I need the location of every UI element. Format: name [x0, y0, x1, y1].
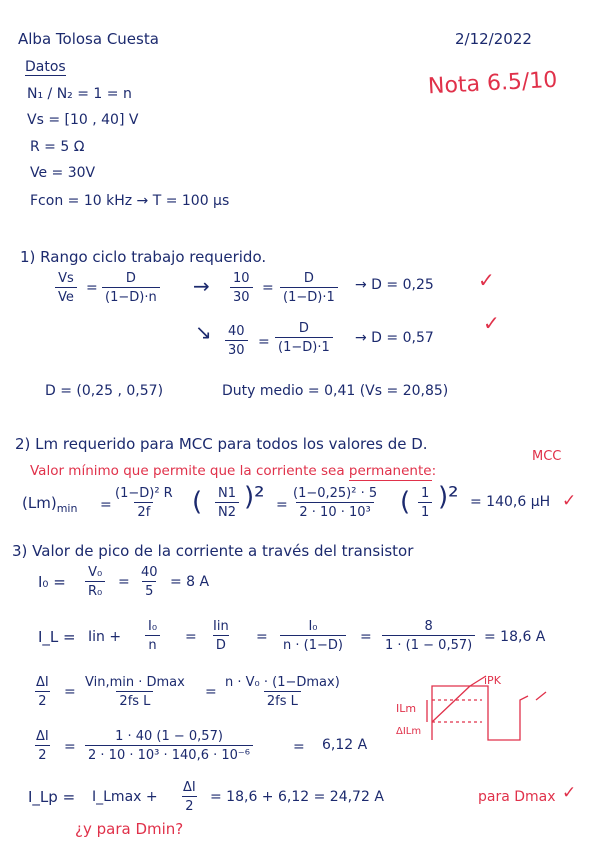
grade: Nota 6.5/10	[427, 67, 558, 100]
q1-result-2: → D = 0,57	[355, 330, 434, 346]
q1-result-1: → D = 0,25	[355, 277, 434, 293]
q3-dmin-note: ¿y para Dmin?	[75, 820, 184, 838]
q2-frac-n1-n2: $\frac{N1}{N2}$	[215, 487, 239, 519]
q1-duty: Duty medio = 0,41 (Vs = 20,85)	[222, 383, 449, 399]
q3-frac-num3: $\frac{1 \cdot 40 (1 - 0,57)}{\text{2 · 10 · 10³ · 140,6 · 10⁻⁶}}$	[85, 730, 253, 762]
datos-line-1: N₁ / N₂ = 1 = n	[27, 86, 132, 102]
datos-line-2: Vs = [10 , 40] V	[27, 112, 139, 128]
q3-ilp-ilmax: I_Lmax +	[92, 789, 158, 805]
datos-line-5: Fcon = 10 kHz → T = 100 µs	[30, 193, 230, 209]
q3-il-iin: Iin +	[88, 629, 122, 645]
q1-check-1: ✓	[478, 268, 495, 292]
q3-frac-vo-ro: $\frac{\text{V₀}}{\text{R₀}}$	[85, 566, 105, 598]
q3-frac-io-n: $\frac{\text{I₀}}{n}$	[145, 620, 160, 652]
q3-eq-2: =	[185, 629, 197, 645]
datos-title: Datos	[25, 59, 66, 75]
q2-check: ✓	[562, 491, 577, 511]
q3-frac-di-2: $\frac{\Delta I}{2}$	[36, 675, 49, 709]
q3-frac-di-2c: $\frac{\Delta I}{2}$	[183, 780, 196, 814]
q3-eq-6: =	[205, 684, 217, 700]
q2-paren-close: )²	[244, 482, 265, 512]
q3-title: 3) Valor de pico de la corriente a través del transistor	[12, 542, 414, 560]
q2-frac-1: $\frac{\text{(1−D)² R}}{2f}$	[115, 486, 173, 520]
q3-frac-iin-d: Iin D	[213, 619, 229, 653]
q1-title: 1) Rango ciclo trabajo requerido.	[20, 248, 267, 266]
q3-dmax-note: para Dmax	[478, 789, 556, 805]
q3-frac-40-5: $\frac{40}{5}$	[141, 565, 158, 599]
q1-check-2: ✓	[483, 311, 500, 335]
q1-frac-d-3: $\frac{D}{(1-D)\cdot 1}$	[275, 322, 333, 354]
datos-line-3: R = 5 Ω	[30, 139, 85, 155]
q1-frac-d: $\frac{D}{(1-D)\cdot n}$	[102, 272, 160, 304]
q3-eq-7: =	[64, 739, 76, 755]
q1-eq-3: =	[258, 334, 270, 350]
sketch-ilm-label: ILm	[396, 702, 417, 715]
q2-mcc-note: MCC	[532, 449, 562, 464]
q3-eq-5: =	[64, 684, 76, 700]
q2-paren-close-2: )²	[438, 482, 459, 512]
q1-hook-arrow: ↘	[195, 320, 212, 344]
q3-eq-8: =	[293, 739, 305, 755]
q1-frac-vs-ve: $\frac{Vs}{Ve}$	[55, 272, 77, 304]
q3-frac-io-nd: $\frac{\text{I₀}}{n \cdot (1-D)}$	[280, 620, 346, 652]
q3-eq-1: =	[118, 574, 130, 590]
q3-ilp-lhs: I_Lp =	[28, 788, 76, 806]
q3-eq-4: =	[360, 629, 372, 645]
q2-paren-open: (	[192, 487, 203, 517]
q1-eq-2: =	[262, 280, 274, 296]
sketch-dilm-label: ΔILm	[396, 726, 422, 737]
sketch-ipk-label: iPK	[484, 674, 501, 687]
q2-result: = 140,6 µH	[470, 494, 551, 510]
q3-io-lhs: I₀ =	[38, 573, 66, 591]
q3-frac-8: $\frac{8}{1 \cdot (1 - 0,57)}$	[382, 620, 475, 652]
q3-il-lhs: I_L =	[38, 628, 76, 646]
q3-ilp-result: = 18,6 + 6,12 = 24,72 A	[210, 789, 384, 805]
q2-paren-open-2: (	[400, 487, 411, 517]
q3-eq-3: =	[256, 629, 268, 645]
date: 2/12/2022	[455, 30, 532, 48]
q2-frac-2: $\frac{\text{(1−0,25)² · 5}}{\text{2 · 10 · 10³}}$	[293, 486, 378, 520]
q1-eq-1: =	[86, 280, 98, 296]
q1-frac-10-30: $\frac{10}{30}$	[230, 272, 253, 304]
q2-frac-3: $\frac{1}{1}$	[418, 487, 432, 519]
q2-min-note: Valor mínimo que permite que la corriente sea permanente:	[30, 463, 437, 479]
q3-frac-nvo: n · V₀ · (1−Dmax) 2fs L	[225, 675, 340, 709]
q3-di-result: 6,12 A	[322, 737, 368, 753]
q3-frac-vin: Vin,min · Dmax 2fs L	[85, 675, 185, 709]
q1-range: D = (0,25 , 0,57)	[45, 383, 164, 399]
q1-frac-d-2: $\frac{D}{(1-D)\cdot 1}$	[280, 272, 338, 304]
datos-line-4: Ve = 30V	[30, 165, 96, 181]
q2-title: 2) Lm requerido para MCC para todos los valores de D.	[15, 435, 428, 453]
q3-check: ✓	[562, 783, 577, 803]
q1-frac-40-30: $\frac{40}{30}$	[225, 325, 248, 357]
q1-arrow: →	[193, 274, 210, 298]
q2-lhs: $(Lm)_{min}$	[22, 494, 78, 515]
q3-il-result: = 18,6 A	[484, 629, 546, 645]
q2-eq-1: =	[100, 497, 112, 513]
q3-frac-di-2b: $\frac{\Delta I}{2}$	[36, 729, 49, 763]
q2-eq-2: =	[276, 497, 288, 513]
student-name: Alba Tolosa Cuesta	[18, 30, 159, 48]
q3-io-result: = 8 A	[170, 574, 210, 590]
